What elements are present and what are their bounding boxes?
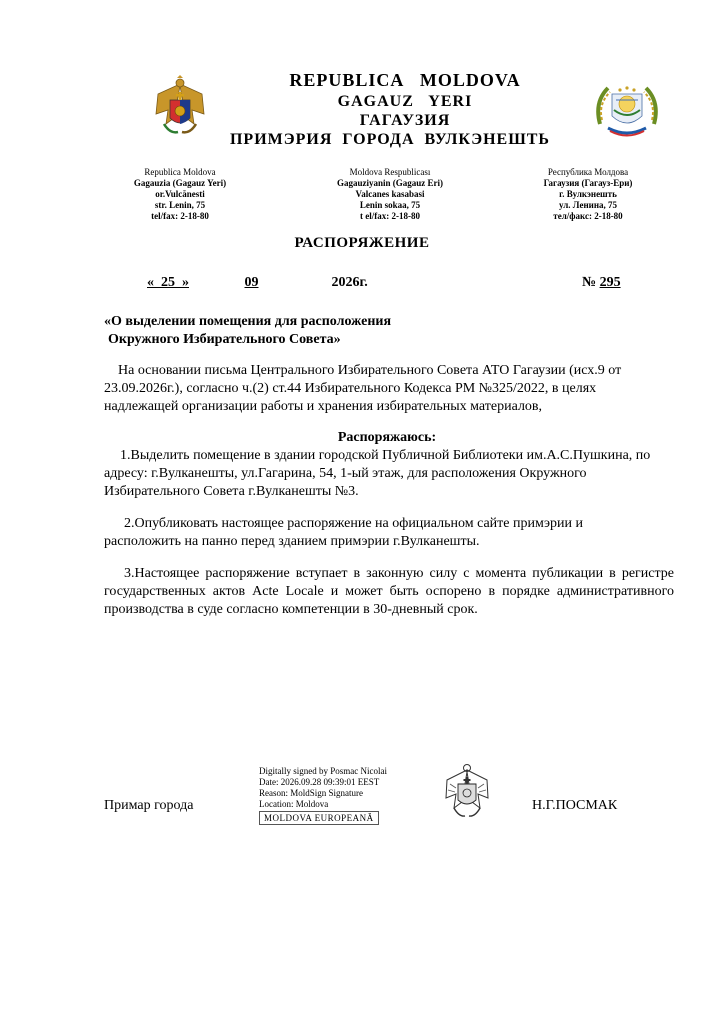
header-republic: REPUBLICA MOLDOVA: [289, 70, 521, 90]
address-right-line2: Гагаузия (Гагауз-Ери): [543, 178, 633, 188]
date-open-quote: «: [147, 275, 154, 290]
preamble-paragraph: На основании письма Центрального Избирательного Совета АТО Гагаузии (исх.9 от 23.09.2026г.), согласно ч.(2) ст.44 Избирательного Кодекса РМ №325/2022, в целях надлежащей организации работы и хранения избирательных материалов,: [104, 363, 622, 414]
digital-signature-info: [259, 766, 439, 810]
signer-role: Примар города: [104, 798, 194, 813]
header-mayoralty: ПРИМЭРИЯ ГОРОДА ВУЛКЭНЕШТЬ: [229, 131, 551, 148]
subject-line1: «О выделении помещения для расположения: [104, 314, 392, 329]
address-left: [100, 167, 260, 222]
document-subject: [104, 313, 524, 349]
signature-coat-of-arms-icon: [440, 760, 494, 822]
signer-name: Н.Г.ПОСМАК: [532, 798, 618, 813]
date-month: 09: [244, 275, 259, 290]
address-left-line3: or.Vulcănesti: [155, 189, 205, 199]
document-date: [147, 274, 368, 292]
digital-signature-line4: Location: Moldova: [259, 799, 329, 809]
address-center-line1: Moldova Respublicası: [349, 167, 431, 177]
document-title: РАСПОРЯЖЕНИЕ: [294, 235, 430, 251]
date-day: 25: [161, 275, 175, 290]
address-left-line4: str. Lenin, 75: [154, 200, 206, 210]
number-value: 295: [599, 275, 621, 290]
date-close-quote: »: [182, 275, 189, 290]
address-center-line3: Valcanes kasabasi: [355, 189, 425, 199]
header-gagauzia: ГАГАУЗИЯ: [359, 112, 451, 129]
address-center-line2: Gagauziyanin (Gagauz Eri): [336, 178, 443, 188]
address-left-line1: Republica Moldova: [144, 167, 216, 177]
date-year: 2026г.: [331, 275, 368, 290]
order-item-3: 3.Настоящее распоряжение вступает в законную силу с момента публикации в регистре государственных актов Acte Locale и может быть оспорено в порядке административного производства в суде согласно компетенции в 30-дневный срок.: [104, 566, 674, 617]
order-item-1: 1.Выделить помещение в здании городской Публичной Библиотеки им.А.С.Пушкина, по адресу: г.Вулканешты, ул.Гагарина, 54, 1-ый этаж, для расположения Окружного Избирательного Совета г.Вулканешты №3.: [104, 448, 651, 499]
address-right-line1: Республика Молдова: [547, 167, 629, 177]
header-gagauz-yeri: GAGAUZ YERI: [337, 93, 473, 110]
address-right-line3: г. Вулкэнешть: [559, 189, 617, 199]
order-heading: Распоряжаюсь:: [337, 430, 437, 445]
address-left-line2: Gagauzia (Gagauz Yeri): [133, 178, 227, 188]
address-center-line5: t el/fax: 2-18-80: [360, 211, 420, 221]
document-number: [582, 274, 621, 292]
address-left-line5: tel/fax: 2-18-80: [151, 211, 209, 221]
address-center-line4: Lenin sokaa, 75: [359, 200, 421, 210]
address-right-line5: тел/факс: 2-18-80: [553, 211, 623, 221]
order-item-2: 2.Опубликовать настоящее распоряжение на официальном сайте примэрии и расположить на панно перед зданием примэрии г.Вулканешты.: [104, 516, 584, 549]
moldova-europeana-stamp: MOLDOVA EUROPEANĂ: [259, 811, 379, 825]
digital-signature-line3: Reason: MoldSign Signature: [259, 788, 363, 798]
address-center: [310, 167, 470, 222]
address-right: [508, 167, 668, 222]
address-right-line4: ул. Ленина, 75: [558, 200, 618, 210]
digital-signature-line1: Digitally signed by Posmac Nicolai: [259, 766, 387, 776]
subject-line2: Окружного Избирательного Совета»: [108, 332, 341, 347]
number-prefix: №: [582, 275, 597, 290]
digital-signature-line2: Date: 2026.09.28 09:39:01 EEST: [259, 777, 380, 787]
